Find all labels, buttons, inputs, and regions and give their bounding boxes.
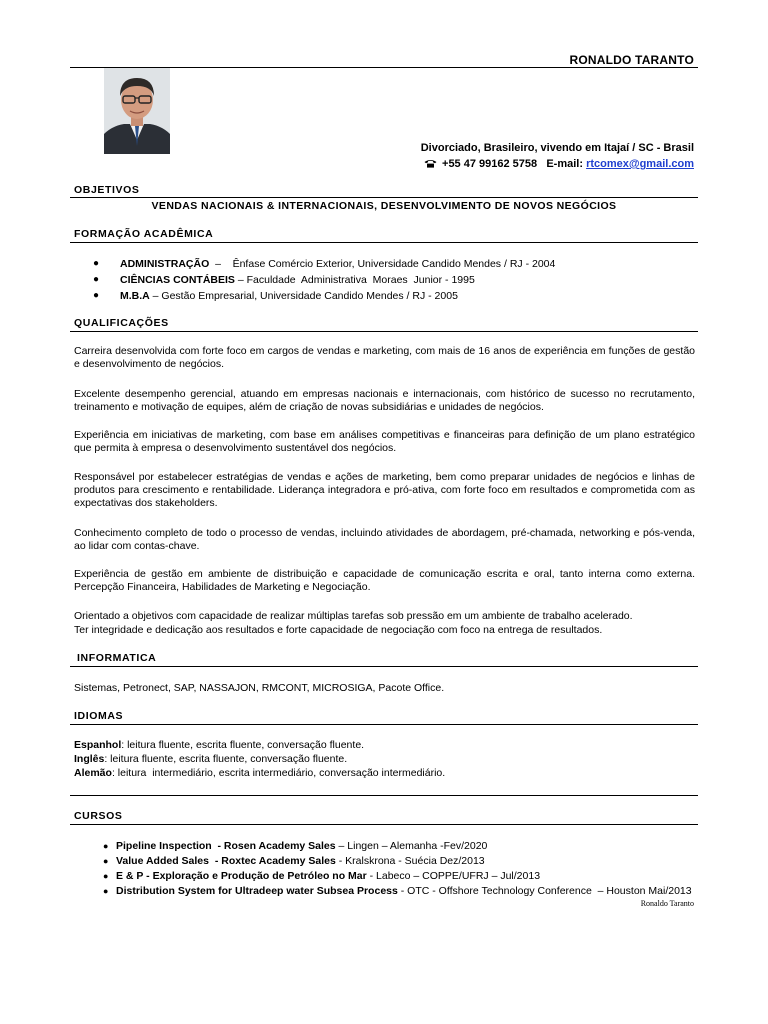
section-heading-objetivos: OBJETIVOS: [74, 184, 140, 196]
email-label: E-mail:: [546, 158, 583, 170]
course-detail: - Kralskrona - Suécia Dez/2013: [335, 855, 485, 867]
phone-number: +55 47 99162 5758: [442, 158, 538, 170]
section-divider: [70, 331, 698, 332]
portrait-photo: [104, 68, 170, 154]
section-heading-formacao: FORMAÇÃO ACADÊMICA: [74, 228, 214, 240]
qualification-paragraph: Conhecimento completo de todo o processo de vendas, incluindo atividades de abordagem, pré-chamada, networking e pós-venda, ao lidar com contas-chave.: [74, 527, 695, 552]
language-line: [74, 753, 347, 767]
section-heading-idiomas: IDIOMAS: [74, 710, 124, 722]
phone-icon: [424, 159, 437, 168]
education-detail: – Faculdade Administrativa Moraes Junior - 1995: [234, 274, 475, 286]
bullet-dot: ●: [93, 290, 100, 301]
education-title: ADMINISTRAÇÃO: [120, 258, 210, 270]
contact-block: [421, 140, 694, 172]
course-item: [103, 839, 692, 854]
course-item: [103, 869, 692, 884]
language-detail: : leitura fluente, escrita fluente, conversação fluente.: [121, 739, 365, 751]
course-detail: - OTC - Offshore Technology Conference – Houston Mai/2013: [397, 885, 692, 897]
education-item: [93, 288, 555, 304]
language-detail: : leitura fluente, escrita fluente, conversação fluente.: [104, 753, 348, 765]
qualification-paragraph: Excelente desempenho gerencial, atuando em empresas nacionais e internacionais, com histórico de sucesso no recrutamento, treinamento e motivação de equipes, além de criação de novas subsidiárias e unidades de negócios.: [74, 388, 695, 413]
section-heading-cursos: CURSOS: [74, 810, 123, 822]
bullet-dot: ●: [93, 258, 100, 269]
language-name: Espanhol: [74, 739, 122, 751]
education-list: [93, 256, 555, 304]
education-title: CIÊNCIAS CONTÁBEIS: [120, 274, 235, 286]
section-divider: [70, 242, 698, 243]
section-divider: [70, 724, 698, 725]
section-divider: [70, 197, 698, 198]
bullet-dot: ●: [103, 886, 109, 896]
education-item: [93, 256, 555, 272]
section-divider: [70, 824, 698, 825]
course-title: E & P - Exploração e Produção de Petróleo no Mar: [116, 870, 367, 882]
course-item: [103, 884, 692, 899]
language-line: [74, 739, 364, 753]
course-title: Distribution System for Ultradeep water Subsea Process: [116, 885, 398, 897]
education-detail: – Ênfase Comércio Exterior, Universidade Candido Mendes / RJ - 2004: [209, 258, 556, 270]
education-item: [93, 272, 555, 288]
section-divider: [70, 666, 698, 667]
course-detail: – Lingen – Alemanha -Fev/2020: [335, 840, 488, 852]
footer-name: Ronaldo Taranto: [640, 899, 694, 908]
it-skills-text: Sistemas, Petronect, SAP, NASSAJON, RMCONT, MICROSIGA, Pacote Office.: [74, 682, 445, 694]
language-detail: : leitura intermediário, escrita intermediário, conversação intermediário.: [111, 767, 446, 779]
objective-text: VENDAS NACIONAIS & INTERNACIONAIS, DESENVOLVIMENTO DE NOVOS NEGÓCIOS: [151, 200, 617, 212]
course-title: Pipeline Inspection - Rosen Academy Sales: [116, 840, 336, 852]
course-item: [103, 854, 692, 869]
qualification-paragraph: Responsável por estabelecer estratégias de vendas e ações de marketing, bem como preparar unidades de negócios e linhas de produtos para crescimento e rentabilidade. Liderança integradora e pró-ativa, com forte foco em resultados e comprometida com as expectativas dos stakeholders.: [74, 471, 695, 509]
course-title: Value Added Sales - Roxtec Academy Sales: [116, 855, 336, 867]
language-name: Alemão: [74, 767, 112, 779]
qualification-paragraph: Orientado a objetivos com capacidade de realizar múltiplas tarefas sob pressão em um ambiente de trabalho acelerado.: [74, 610, 633, 622]
bullet-dot: ●: [103, 841, 109, 851]
qualification-paragraph: Ter integridade e dedicação aos resultados e forte capacidade de negociação com foco na entrega de resultados.: [74, 624, 603, 636]
bullet-dot: ●: [103, 856, 109, 866]
contact-line: [421, 156, 694, 172]
language-name: Inglês: [74, 753, 105, 765]
section-heading-informatica: INFORMATICA: [77, 652, 157, 664]
education-title: M.B.A: [120, 290, 150, 302]
qualification-paragraph: Experiência em iniciativas de marketing, com base em análises competitivas e financeiras para definição de um plano estratégico que permita à empresa o desenvolvimento sustentável dos negócios.: [74, 429, 695, 454]
personal-status: Divorciado, Brasileiro, vivendo em Itajaí / SC - Brasil: [420, 142, 694, 154]
qualification-paragraph: Experiência de gestão em ambiente de distribuição e capacidade de comunicação escrita e oral, tanto interna como externa. Percepção Financeira, Habilidades de Marketing e Negociação.: [74, 568, 695, 593]
language-line: [74, 767, 445, 781]
candidate-name: RONALDO TARANTO: [569, 53, 694, 67]
section-heading-qualificacoes: QUALIFICAÇÕES: [74, 317, 169, 329]
bullet-dot: ●: [103, 871, 109, 881]
education-detail: – Gestão Empresarial, Universidade Candido Mendes / RJ - 2005: [149, 290, 458, 302]
email-link[interactable]: rtcomex@gmail.com: [586, 158, 694, 170]
course-detail: - Labeco – COPPE/UFRJ – Jul/2013: [366, 870, 541, 882]
section-divider: [70, 795, 698, 796]
qualification-paragraph: Carreira desenvolvida com forte foco em cargos de vendas e marketing, com mais de 16 anos de experiência em funções de gestão e desenvolvimento de negócios.: [74, 345, 695, 370]
courses-list: [103, 839, 692, 899]
bullet-dot: ●: [93, 274, 100, 285]
